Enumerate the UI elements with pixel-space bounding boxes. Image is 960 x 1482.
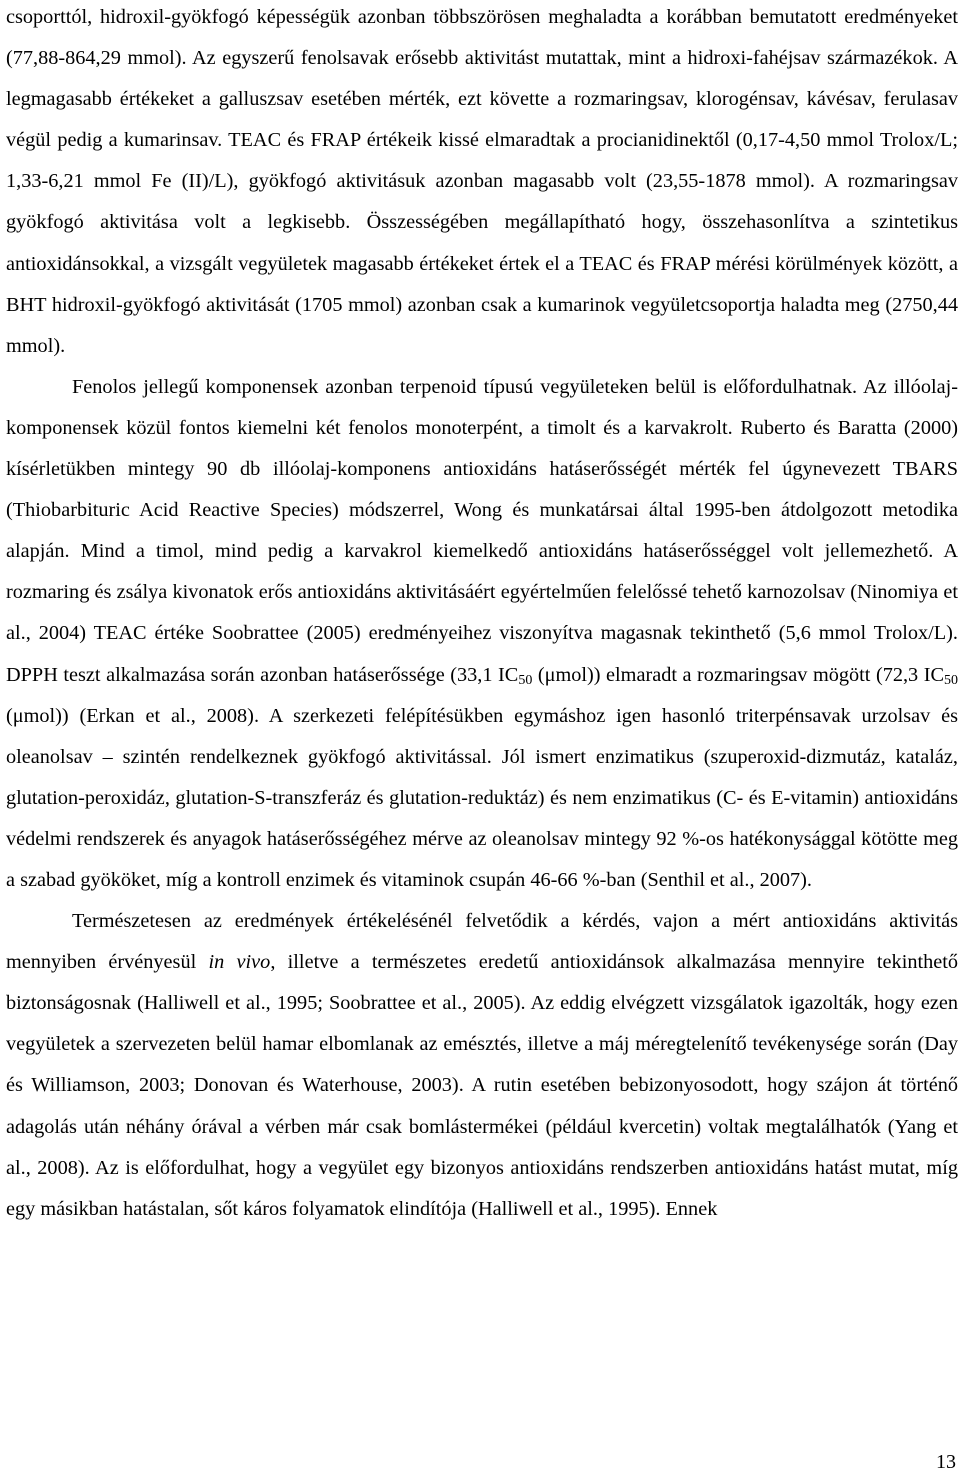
paragraph-2 (6, 367, 958, 901)
document-page (6, 0, 958, 1230)
paragraph-3-text-a: Természetesen az eredmények értékelésénél felvetődik a kérdés, vajon a mért antioxidáns aktivitás mennyiben érvényesül (6, 910, 958, 974)
ic50-subscript-1: 50 (518, 672, 533, 688)
paragraph-2-text-b: (μmol)) elmaradt a rozmaringsav mögött (72,3 IC (532, 663, 944, 686)
ic50-subscript-2: 50 (944, 672, 958, 688)
paragraph-1-text: csoporttól, hidroxil-gyökfogó képességük azonban többszörösen meghaladta a korábban bemutatott eredményeket (77,88-864,29 mmol). Az egyszerű fenolsavak erősebb aktivitást mutattak, mint a hidroxi-fahéjsav származékok. A legmagasabb értékeket a galluszsav esetében mérték, ezt követte a rozmaringsav, klorogénsav, kávésav, ferulasav végül pedig a kumarinsav. TEAC és FRAP értékeik kissé elmaradtak a procianidinektől (0,17-4,50 mmol Trolox/L; 1,33-6,21 mmol Fe (II)/L), gyökfogó aktivitásuk azonban magasabb volt (23,55-1878 mmol). A rozmaringsav gyökfogó aktivitása volt a legkisebb. Összességében megállapítható hogy, összehasonlítva a szintetikus antioxidánsokkal, a vizsgált vegyületek magasabb értékeket értek el a TEAC és FRAP mérési körülmények között, a BHT hidroxil-gyökfogó aktivitását (1705 mmol) azonban csak a kumarinok vegyületcsoportja haladta meg (2750,44 mmol). (6, 6, 958, 357)
paragraph-1 (6, 0, 958, 367)
paragraph-2-text-c: (μmol)) (Erkan et al., 2008). A szerkezeti felépítésükben egymáshoz igen hasonló triterpénsavak urzolsav és oleanolsav – szintén rendelkeznek gyökfogó aktivitással. Jól ismert enzimatikus (szuperoxid-dizmutáz, kataláz, glutation-peroxidáz, glutation-S-transzferáz és glutation-reduktáz) és nem enzimatikus (C- és E-vitamin) antioxidáns védelmi rendszerek és anyagok hatáserősségéhez mérve az oleanolsav mintegy 92 %-os hatékonysággal kötötte meg a szabad gyököket, míg a kontroll enzimek és vitaminok csupán 46-66 %-ban (Senthil et al., 2007). (6, 704, 958, 891)
page-number: 13 (936, 1451, 956, 1473)
in-vivo-italic: in vivo (208, 951, 271, 974)
paragraph-2-text-a: Fenolos jellegű komponensek azonban terpenoid típusú vegyületeken belül is előfordulhatnak. Az illóolaj-komponensek közül fontos kiemelni két fenolos monoterpént, a timolt és a karvakrolt. Ruberto és Baratta (2000) kísérletükben mintegy 90 db illóolaj-komponens antioxidáns hatáserősségét mérték fel úgynevezett TBARS (Thiobarbituric Acid Reactive Species) módszerrel, Wong és munkatársai által 1995-ben átdolgozott metodika alapján. Mind a timol, mind pedig a karvakrol kiemelkedő antioxidáns hatáserősséggel volt jellemezhető. A rozmaring és zsálya kivonatok erős antioxidáns aktivitásáért egyértelműen felelőssé tehető karnozolsav (Ninomiya et al., 2004) TEAC értéke Soobrattee (2005) eredményeihez viszonyítva magasnak tekinthető (5,6 mmol Trolox/L). DPPH teszt alkalmazása során azonban hatáserőssége (33,1 IC (6, 375, 958, 686)
paragraph-3-text-b: , illetve a természetes eredetű antioxidánsok alkalmazása mennyire tekinthető biztonságosnak (Halliwell et al., 1995; Soobrattee et al., 2005). Az eddig elvégzett vizsgálatok igazolták, hogy ezen vegyületek a szervezeten belül hamar elbomlanak az emésztés, illetve a máj méregtelenítő tevékenysége során (Day és Williamson, 2003; Donovan és Waterhouse, 2003). A rutin esetében bebizonyosodott, hogy szájon át történő adagolás után néhány órával a vérben már csak bomlástermékei (például kvercetin) voltak megtalálhatók (Yang et al., 2008). Az is előfordulhat, hogy a vegyület egy bizonyos antioxidáns rendszerben antioxidáns hatást mutat, míg egy másikban hatástalan, sőt káros folyamatok elindítója (Halliwell et al., 1995). Ennek (6, 951, 959, 1220)
paragraph-3 (6, 901, 958, 1230)
